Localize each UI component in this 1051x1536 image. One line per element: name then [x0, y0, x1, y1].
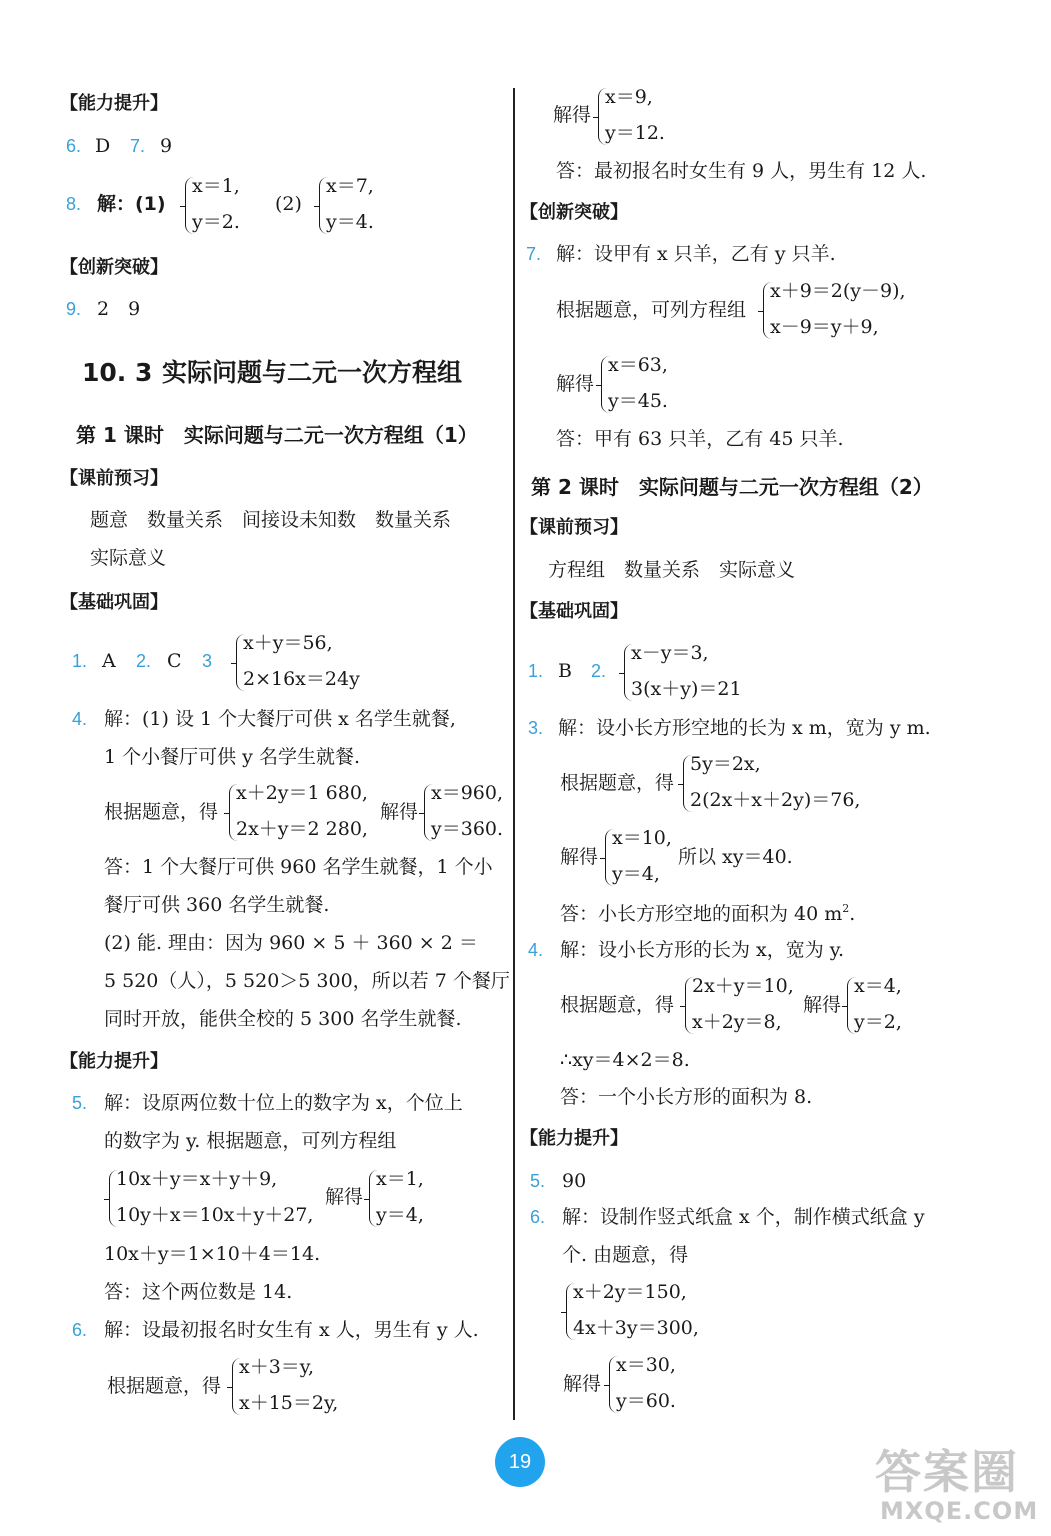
equation: x＋2y＝8,: [692, 1011, 782, 1033]
preview-heading: 【课前预习】: [60, 468, 168, 489]
solution-text: 解：(1) 设 1 个大餐厅可供 x 名学生就餐,: [104, 708, 456, 730]
item-number: 2.: [591, 661, 607, 681]
equation: y＝60.: [616, 1390, 676, 1412]
equation: 4x＋3y＝300,: [573, 1317, 699, 1339]
item-number: 3.: [528, 718, 544, 738]
innovation-heading: 【创新突破】: [60, 257, 168, 278]
item-number: 3: [202, 651, 213, 671]
equation: x＝30,: [616, 1354, 676, 1376]
solution-text: 的数字为 y. 根据题意，可列方程组: [104, 1130, 397, 1152]
equation: 10x＋y＝x＋y＋9,: [116, 1168, 278, 1190]
solution-text: 解：设小长方形的长为 x，宽为 y.: [560, 939, 845, 961]
solution-text: 根据题意，得: [104, 801, 219, 823]
solution-text: 解：设小长方形空地的长为 x m，宽为 y m.: [558, 717, 931, 739]
item-number: 2.: [136, 651, 152, 671]
equation: x－9＝y＋9,: [770, 316, 879, 338]
preview-heading: 【课前预习】: [520, 517, 628, 538]
item-number: 7.: [130, 136, 146, 156]
solution-text: 解：设甲有 x 只羊，乙有 y 只羊.: [556, 243, 836, 265]
answer: C: [167, 650, 182, 672]
solution-text: 解得: [553, 104, 592, 126]
section-title: 实际问题与二元一次方程组: [162, 358, 463, 387]
ability-heading: 【能力提升】: [60, 93, 168, 114]
equation: x＝960,: [431, 782, 504, 804]
equation: 2×16x＝24y: [243, 668, 360, 690]
equation: y＝4.: [326, 211, 374, 233]
solution-text: 解得: [803, 994, 842, 1016]
equation: y＝2.: [192, 211, 240, 233]
equation: y＝4,: [612, 863, 660, 885]
equation: x＝1,: [192, 175, 240, 197]
solution-text: (2) 能. 理由：因为 960 × 5 ＋ 360 × 2 ＝: [104, 932, 478, 954]
answer-text: 答：一个小长方形的面积为 8.: [560, 1086, 813, 1108]
answer: D: [95, 135, 111, 157]
equation: x＝7,: [326, 175, 374, 197]
equation: 2(2x＋x＋2y)＝76,: [690, 789, 861, 811]
solution-text: 5 520（人），5 520＞5 300，所以若 7 个餐厅: [104, 970, 510, 992]
solution-text: 根据题意，得: [107, 1375, 222, 1397]
preview-text: 实际意义: [90, 547, 167, 569]
answer-text: [560, 903, 855, 924]
solution-text: 根据题意，得: [560, 772, 675, 794]
answer-text: 答：甲有 63 只羊，乙有 45 只羊.: [556, 428, 844, 450]
answer-text: 答：最初报名时女生有 9 人，男生有 12 人.: [556, 160, 927, 182]
equation: x－y＝3,: [631, 642, 709, 664]
answer-text-main: 答：小长方形空地的面积为 40 m: [560, 903, 843, 925]
equation: y＝2,: [854, 1011, 902, 1033]
lesson-title: 第 2 课时 实际问题与二元一次方程组（2）: [531, 475, 933, 499]
answer-text: 答：1 个大餐厅可供 960 名学生就餐，1 个小: [104, 856, 493, 878]
answer: 90: [562, 1170, 587, 1192]
answer: A: [102, 650, 116, 672]
solution-text: ∴xy＝4×2＝8.: [560, 1049, 690, 1071]
item-number: 4.: [528, 940, 544, 960]
solution-text: 同时开放，能供全校的 5 300 名学生就餐.: [104, 1008, 462, 1030]
preview-text: 题意 数量关系 间接设未知数 数量关系: [90, 509, 452, 531]
period: .: [849, 903, 856, 925]
item-number: 8.: [66, 194, 82, 214]
solution-text: 解得: [563, 1373, 602, 1395]
watermark-logo: 答案圈: [875, 1445, 1019, 1499]
equation: x＝9,: [605, 86, 653, 108]
equation: 3(x＋y)＝21: [631, 678, 742, 700]
equation: y＝45.: [608, 390, 668, 412]
item-number: 5.: [530, 1171, 546, 1191]
solution-label: 解：(1): [97, 193, 166, 215]
solution-text: 解得: [325, 1186, 364, 1208]
solution-text: 10x＋y＝1×10＋4＝14.: [104, 1243, 321, 1265]
equation: x＋9＝2(y－9),: [770, 280, 906, 302]
equation: 10y＋x＝10x＋y＋27,: [116, 1204, 314, 1226]
part-label: (2): [275, 193, 302, 215]
equation: 5y＝2x,: [690, 753, 761, 775]
equation: x＋2y＝150,: [573, 1281, 687, 1303]
equation: 2x＋y＝2 280,: [236, 818, 368, 840]
answer: 9: [160, 135, 173, 157]
equation: x＝4,: [854, 975, 902, 997]
equation: 2x＋y＝10,: [692, 975, 794, 997]
solution-text: 解得: [560, 846, 599, 868]
solution-text: 解：设制作竖式纸盒 x 个，制作横式纸盒 y: [562, 1206, 925, 1228]
watermark-url: MXQE.COM: [880, 1497, 1039, 1525]
equation: x＋y＝56,: [243, 632, 333, 654]
item-number: 6.: [72, 1320, 88, 1340]
answer: 2 9: [97, 298, 141, 320]
solution-text: 解：设最初报名时女生有 x 人，男生有 y 人.: [104, 1319, 479, 1341]
item-number: 5.: [72, 1093, 88, 1113]
solution-text: 根据题意，得: [560, 994, 675, 1016]
solution-text: 解得: [380, 801, 419, 823]
section-number: 10. 3: [82, 358, 153, 387]
item-number: 7.: [526, 244, 542, 264]
equation: x＋3＝y,: [239, 1356, 315, 1378]
equation: x＝1,: [376, 1168, 424, 1190]
equation: x＝63,: [608, 354, 668, 376]
preview-text: 方程组 数量关系 实际意义: [548, 559, 796, 581]
solution-text: 解得: [556, 373, 595, 395]
solution-text: 个. 由题意，得: [562, 1244, 689, 1266]
ability-heading: 【能力提升】: [520, 1128, 628, 1149]
item-number: 6.: [66, 136, 82, 156]
ability-heading: 【能力提升】: [60, 1051, 168, 1072]
answer-text: 餐厅可供 360 名学生就餐.: [104, 894, 330, 916]
equation: x＝10,: [612, 827, 672, 849]
item-number: 6.: [530, 1207, 546, 1227]
innovation-heading: 【创新突破】: [520, 202, 628, 223]
item-number: 9.: [66, 299, 82, 319]
solution-text: 根据题意，可列方程组: [556, 299, 747, 321]
equation: x＋15＝2y,: [239, 1392, 339, 1414]
exponent: 2: [842, 902, 850, 915]
basic-heading: 【基础巩固】: [60, 592, 168, 613]
equation: y＝4,: [376, 1204, 424, 1226]
solution-text: 1 个小餐厅可供 y 名学生就餐.: [104, 746, 360, 768]
lesson-title: 第 1 课时 实际问题与二元一次方程组（1）: [76, 423, 478, 447]
equation: y＝360.: [431, 818, 504, 840]
solution-text: 所以 xy＝40.: [678, 846, 793, 868]
page-number: 19: [495, 1437, 545, 1487]
column-divider: [513, 88, 515, 1420]
basic-heading: 【基础巩固】: [520, 601, 628, 622]
item-number: 1.: [72, 651, 88, 671]
item-number: 1.: [528, 661, 544, 681]
solution-text: 解：设原两位数十位上的数字为 x，个位上: [104, 1092, 463, 1114]
item-number: 4.: [72, 709, 88, 729]
answer: B: [558, 660, 572, 682]
answer-text: 答：这个两位数是 14.: [104, 1281, 293, 1303]
equation: x＋2y＝1 680,: [236, 782, 368, 804]
equation: y＝12.: [605, 122, 665, 144]
